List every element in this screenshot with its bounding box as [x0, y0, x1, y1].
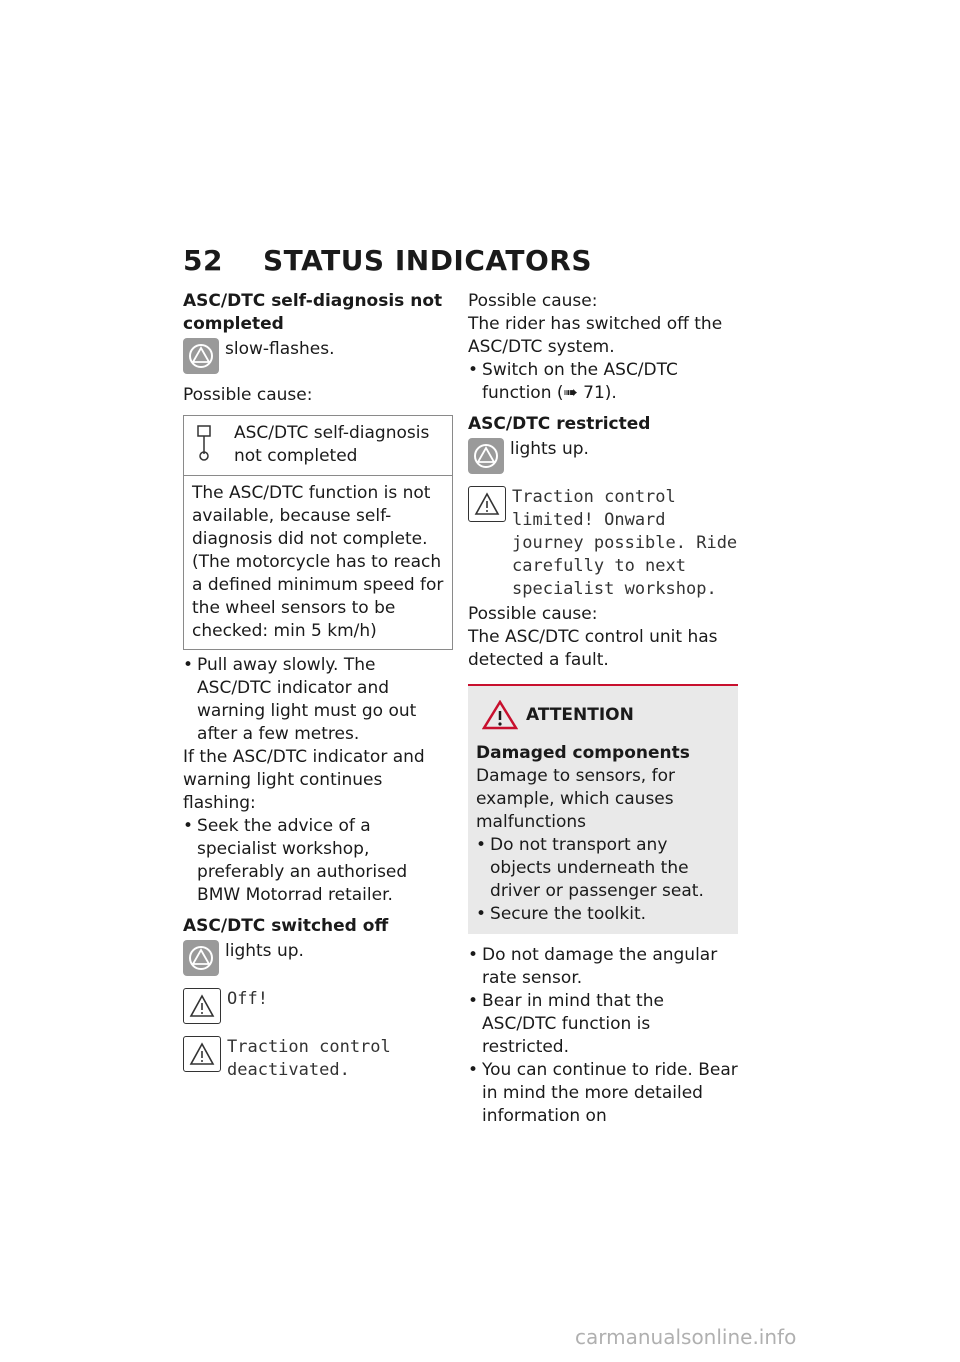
cause-text: The rider has switched off the ASC/DTC system. — [468, 314, 723, 357]
section-heading: ASC/DTC restricted — [468, 414, 651, 434]
gauge-icon — [192, 422, 228, 469]
attention-title: ATTENTION — [482, 700, 730, 730]
page-number: 52 — [183, 243, 223, 277]
indicator-row — [183, 338, 453, 374]
list-item: • Secure the toolkit. — [476, 904, 647, 924]
page-reference-arrow-icon: ➠ — [563, 383, 578, 403]
indicator-row — [468, 438, 738, 474]
cause-label: Possible cause: — [183, 385, 313, 405]
cause-label: Possible cause: — [468, 604, 598, 624]
list-item: • Pull away slowly. The ASC/DTC indicator and warning light must go out after a few metres. — [183, 655, 417, 744]
watermark: carmanualsonline.info — [575, 1325, 797, 1349]
warning-triangle-icon — [468, 486, 506, 522]
indicator-text: lights up. — [225, 941, 304, 961]
asc-warning-icon — [183, 338, 219, 374]
indicator-text: lights up. — [510, 439, 589, 459]
display-message: Traction control deactivated. — [227, 1037, 391, 1080]
indicator-text: slow-flashes. — [225, 339, 335, 359]
page-header — [183, 240, 592, 280]
section-heading: ASC/DTC switched off — [183, 916, 389, 936]
list-item: • Seek the advice of a specialist workshop, preferably an authorised BMW Motorrad retailer. — [183, 816, 408, 905]
list-item: • Switch on the ASC/DTC function (➠ 71). — [468, 360, 678, 403]
list-item: • Do not transport any objects underneath the driver or passenger seat. — [476, 835, 704, 901]
warning-triangle-icon — [183, 1036, 221, 1072]
display-message-row — [468, 486, 738, 601]
display-message: Off! — [227, 989, 268, 1009]
list-item: • Do not damage the angular rate sensor. — [468, 945, 718, 988]
warning-triangle-icon — [183, 988, 221, 1024]
info-box — [183, 415, 453, 650]
left-column — [183, 290, 453, 1084]
page-reference[interactable]: 71). — [583, 383, 617, 403]
asc-warning-icon — [183, 940, 219, 976]
page-title: STATUS INDICATORS — [263, 243, 593, 277]
attention-box — [468, 684, 738, 934]
display-message-row — [183, 988, 453, 1024]
box-body: The ASC/DTC function is not available, because self-diagnosis did not complete. (The motorcycle has to reach a defined minimum speed for the wheel sensors to be checked: min 5 km/h) — [192, 483, 444, 641]
condition-text: If the ASC/DTC indicator and warning light continues flashing: — [183, 747, 425, 813]
asc-warning-icon — [468, 438, 504, 474]
display-message-row — [183, 1036, 453, 1082]
section-heading: ASC/DTC self-diagnosis not completed — [183, 291, 443, 334]
attention-triangle-icon — [482, 700, 518, 730]
list-item: • Bear in mind that the ASC/DTC function is restricted. — [468, 991, 664, 1057]
attention-text: Damage to sensors, for example, which causes malfunctions — [476, 766, 675, 832]
list-item: • You can continue to ride. Bear in mind the more detailed information on — [468, 1060, 738, 1126]
attention-subheading: Damaged components — [476, 743, 690, 763]
cause-text: The ASC/DTC control unit has detected a fault. — [468, 627, 718, 670]
right-column — [468, 290, 738, 1128]
display-message: Traction control limited! Onward journey possible. Ride carefully to next specialist workshop. — [512, 487, 738, 599]
cause-label: Possible cause: — [468, 291, 598, 311]
indicator-row — [183, 940, 453, 976]
box-title: ASC/DTC self-diagnosis not completed — [234, 423, 430, 466]
